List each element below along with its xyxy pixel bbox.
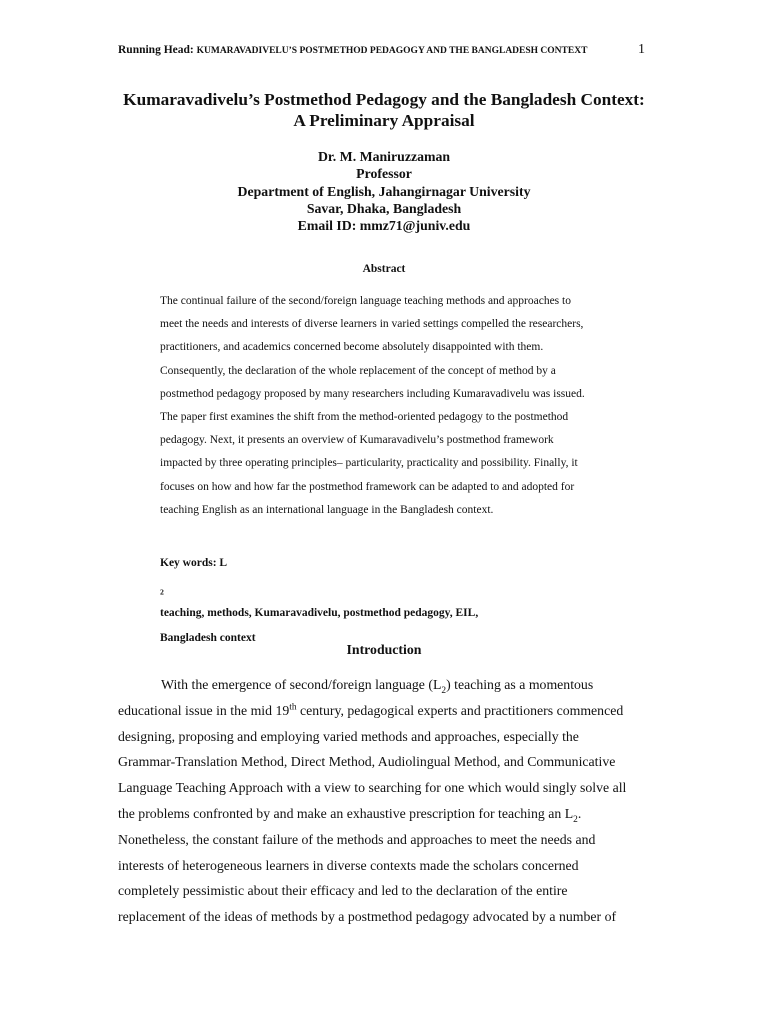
abstract-line: teaching English as an international language in the Bangladesh context. [160,503,494,516]
title-line-1: Kumaravadivelu’s Postmethod Pedagogy and the Bangladesh Context: [123,90,645,109]
intro-text: . [577,805,582,821]
intro-line: replacement of the ideas of methods by a postmethod pedagogy advocated by a number of [118,909,617,925]
author-block [0,148,768,234]
paper-title [0,89,768,131]
author-location: Savar, Dhaka, Bangladesh [306,200,462,216]
intro-line [118,698,658,724]
abstract-line: postmethod pedagogy proposed by many researchers including Kumaravadivelu was issued. [160,387,585,400]
keywords-line-2: Bangladesh context [160,632,256,644]
intro-text: With the emergence of second/foreign language (L [161,677,442,692]
abstract-line: The continual failure of the second/foreign language teaching methods and approaches to [160,295,571,307]
intro-line: completely pessimistic about their efficacy and led to the declaration of the entire [118,883,568,899]
intro-text: ) teaching as a momentous [446,677,594,692]
running-head-text: KUMARAVADIVELU’S POSTMETHOD PEDAGOGY AND THE BANGLADESH CONTEXT [196,46,588,56]
author-department: Department of English, Jahangirnagar University [237,183,531,199]
abstract-line: meet the needs and interests of diverse learners in varied settings compelled the researchers, [160,318,584,331]
abstract-line: focuses on how and how far the postmethod framework can be adapted to and adopted for [160,480,575,493]
intro-subscript: 2 [573,814,578,825]
introduction-heading: Introduction [346,642,422,657]
abstract-line: impacted by three operating principles– particularity, practicality and possibility. Finally, it [160,457,578,470]
intro-text: educational issue in the mid 19 [118,702,290,718]
running-head-label: Running Head: [118,44,197,56]
abstract-line: Consequently, the declaration of the whole replacement of the concept of method by a [160,364,556,377]
keywords-rest: teaching, methods, Kumaravadivelu, postmethod pedagogy, EIL, [160,607,479,619]
keywords-line-1 [160,551,660,626]
intro-line: Language Teaching Approach with a view to searching for one which would singly solve all [118,780,627,796]
intro-line: interests of heterogeneous learners in diverse contexts made the scholars concerned [118,857,579,873]
abstract-line: pedagogy. Next, it presents an overview of Kumaravadivelu’s postmethod framework [160,434,554,447]
keywords-prefix: Key words: L [160,557,228,569]
author-position: Professor [356,166,412,182]
running-head [118,44,587,56]
keywords-subscript: 2 [160,587,164,597]
intro-superscript: th [289,702,297,713]
intro-subscript: 2 [441,685,447,696]
intro-line: Nonetheless, the constant failure of the methods and approaches to meet the needs and [118,831,596,847]
intro-line: designing, proposing and employing varied methods and approaches, especially the [118,728,579,744]
intro-line: Grammar-Translation Method, Direct Method, Audiolingual Method, and Communicative [118,754,616,770]
abstract-heading: Abstract [362,263,406,275]
intro-line [118,672,658,698]
intro-line [118,801,658,827]
author-email: Email ID: mmz71@juniv.edu [297,218,471,234]
intro-text: century, pedagogical experts and practitioners commenced [296,702,624,718]
abstract-line: practitioners, and academics concerned become absolutely disappointed with them. [160,341,544,354]
abstract-line: The paper first examines the shift from the method-oriented pedagogy to the postmethod [160,411,569,424]
keywords [160,551,660,651]
author-name: Dr. M. Maniruzzaman [317,149,451,164]
intro-text: the problems confronted by and make an exhaustive prescription for teaching an L [118,805,574,821]
introduction-body [118,672,658,930]
title-line-2: A Preliminary Appraisal [293,111,475,130]
abstract-body [160,290,660,522]
page-number: 1 [638,42,645,57]
